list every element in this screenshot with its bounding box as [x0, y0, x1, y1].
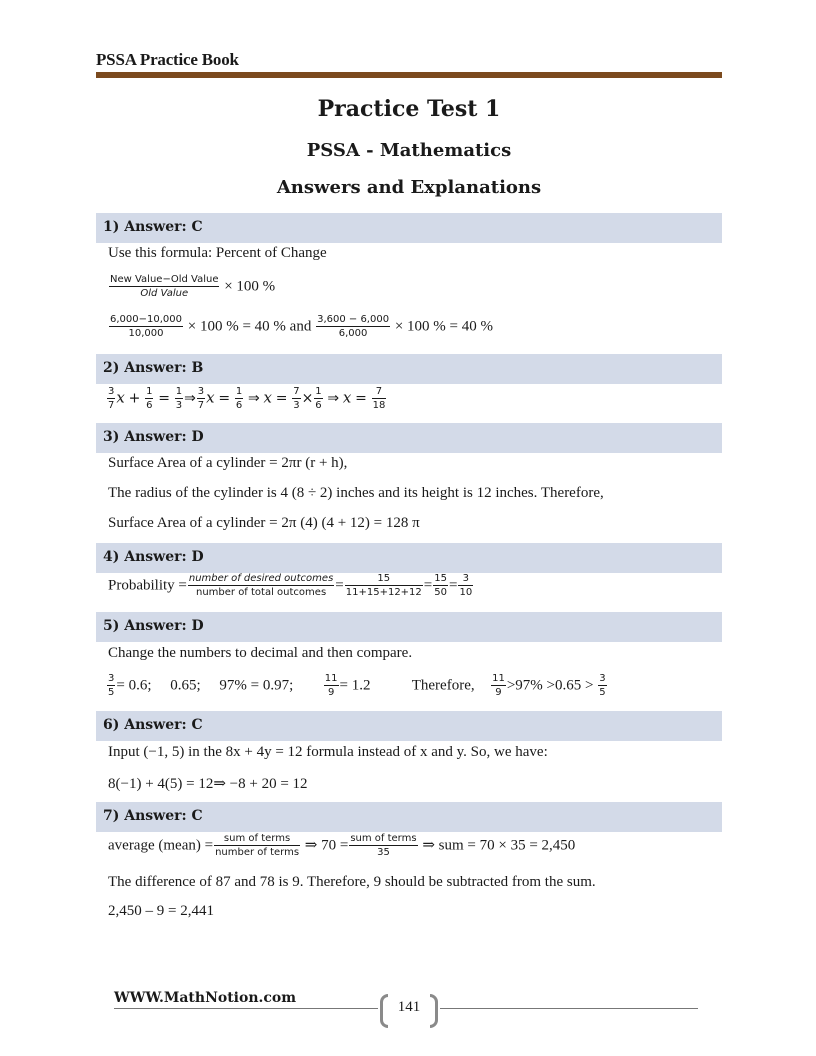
- answer-label-5: 5) Answer: D: [103, 618, 204, 634]
- denominator: 11+15+12+12: [345, 587, 422, 598]
- fraction: [292, 386, 300, 412]
- q1-calculation: [108, 314, 493, 340]
- q6-line-1: Input (−1, 5) in the 8x + 4y = 12 formula instead of x and y. So, we have:: [108, 744, 548, 760]
- q5-line-1: Change the numbers to decimal and then compare.: [108, 645, 413, 661]
- fraction: [197, 386, 205, 412]
- operator: +: [128, 390, 141, 407]
- formula-text: Therefore,: [411, 677, 475, 694]
- denominator: 3: [293, 400, 300, 411]
- answer-band-6: [96, 711, 722, 741]
- operator: =: [158, 390, 170, 407]
- denominator: 9: [327, 687, 335, 698]
- formula-text: × 100 % = 40 %: [394, 318, 493, 335]
- operator: =: [355, 390, 367, 407]
- fraction: [324, 673, 339, 699]
- answer-band-4: [96, 543, 722, 573]
- numerator: 3: [458, 573, 473, 586]
- answer-band-2: [96, 354, 722, 384]
- denominator: 35: [377, 847, 390, 858]
- fraction: [175, 386, 183, 412]
- numerator: 6,000−10,000: [110, 314, 182, 325]
- q6-line-2: 8(−1) + 4(5) = 12⇒ −8 + 20 = 12: [108, 776, 308, 792]
- fraction: [107, 673, 115, 699]
- variable: x: [342, 388, 352, 407]
- denominator: 18: [372, 400, 386, 411]
- denominator: 10,000: [128, 328, 164, 339]
- q7-equation: [108, 833, 575, 859]
- formula-text: ⇒ sum = 70 × 35 = 2,450: [422, 837, 576, 854]
- operator: =: [335, 577, 344, 594]
- fraction: [345, 573, 423, 599]
- formula-text: ⇒ 70 =: [304, 837, 349, 854]
- denominator: number of total outcomes: [195, 587, 327, 598]
- denominator: 6: [146, 400, 153, 411]
- operator: =: [449, 577, 458, 594]
- denominator: 6: [315, 400, 322, 411]
- numerator: 1: [146, 386, 153, 397]
- answer-label-7: 7) Answer: C: [103, 808, 203, 824]
- answer-band-7: [96, 802, 722, 832]
- denominator: 10: [459, 587, 473, 598]
- denominator: 9: [495, 687, 502, 698]
- q7-line-2: The difference of 87 and 78 is 9. Therefore, 9 should be subtracted from the sum.: [108, 874, 596, 890]
- denominator: 50: [434, 587, 447, 598]
- numerator: 11: [492, 673, 505, 684]
- q1-line-1: Use this formula: Percent of Change: [108, 245, 327, 261]
- answer-label-4: 4) Answer: D: [103, 549, 204, 565]
- fraction: [598, 673, 606, 699]
- denominator: 6: [235, 400, 243, 411]
- denominator: 6,000: [338, 328, 368, 339]
- formula-text: average (mean) =: [108, 837, 214, 854]
- numerator: 11: [324, 673, 338, 684]
- numerator: New Value−Old Value: [110, 274, 219, 285]
- fraction: [372, 386, 387, 412]
- operator: ×: [301, 390, 314, 407]
- right-bracket-icon: [430, 994, 438, 1028]
- answer-label-3: 3) Answer: D: [103, 429, 204, 445]
- q5-comparison: [106, 673, 608, 699]
- subject-title: PSSA - Mathematics: [306, 140, 512, 161]
- formula-text: × 100 % = 40 % and: [187, 318, 312, 335]
- fraction: [107, 386, 115, 412]
- formula-text: = 1.2: [339, 677, 371, 694]
- denominator: 5: [108, 687, 115, 698]
- page-number-box: [378, 994, 440, 1024]
- formula-text: Probability =: [108, 577, 187, 594]
- formula-text: = 0.6; 0.65; 97% = 0.97;: [116, 677, 294, 694]
- fraction: [145, 386, 153, 412]
- book-title: PSSA Practice Book: [96, 50, 239, 69]
- q2-equation: [106, 386, 387, 412]
- fraction: [316, 314, 390, 340]
- answer-label-1: 1) Answer: C: [103, 219, 203, 235]
- answer-band-1: [96, 213, 722, 243]
- numerator: 3: [108, 673, 115, 684]
- operator: =: [218, 390, 231, 407]
- operator: =: [423, 577, 433, 594]
- fraction: [349, 833, 417, 859]
- denominator: number of terms: [215, 847, 300, 858]
- denominator: 7: [197, 400, 205, 411]
- page-title: Practice Test 1: [317, 96, 501, 122]
- q7-line-3: 2,450 – 9 = 2,441: [108, 903, 214, 919]
- numerator: 7: [293, 386, 300, 397]
- denominator: 3: [175, 400, 183, 411]
- numerator: 3: [197, 386, 205, 397]
- page-number: 141: [397, 999, 421, 1015]
- answer-label-2: 2) Answer: B: [103, 360, 204, 376]
- fraction: [433, 573, 448, 599]
- operator: ⇒: [248, 390, 260, 407]
- operator: =: [275, 390, 288, 407]
- fraction: [188, 573, 334, 599]
- numerator: 3: [599, 673, 606, 684]
- numerator: 1: [235, 386, 243, 397]
- fraction: [214, 833, 300, 859]
- numerator: 15: [345, 573, 423, 586]
- variable: x: [116, 388, 125, 407]
- q3-line-1: Surface Area of a cylinder = 2πr (r + h),: [108, 455, 348, 471]
- numerator: 15: [434, 573, 447, 584]
- numerator: number of desired outcomes: [188, 573, 334, 584]
- fraction: [491, 673, 506, 699]
- denominator: 5: [599, 687, 606, 698]
- fraction: [109, 274, 219, 300]
- header-rule: [96, 72, 722, 78]
- formula-text: × 100 %: [224, 278, 276, 295]
- denominator: 7: [108, 400, 115, 411]
- variable: x: [263, 388, 272, 407]
- numerator: 7: [372, 386, 387, 399]
- answer-band-3: [96, 423, 722, 453]
- footer-website: WWW.MathNotion.com: [114, 990, 297, 1006]
- numerator: 3: [108, 386, 115, 397]
- numerator: sum of terms: [214, 833, 300, 846]
- denominator: Old Value: [140, 288, 189, 299]
- numerator: 1: [315, 386, 322, 397]
- q1-formula: [108, 274, 275, 300]
- fraction: [109, 314, 183, 340]
- fraction: [235, 386, 243, 412]
- section-title: Answers and Explanations: [276, 177, 542, 198]
- numerator: sum of terms: [350, 833, 417, 844]
- q4-equation: [108, 573, 474, 599]
- numerator: 3,600 − 6,000: [317, 314, 390, 325]
- operator: ⇒: [327, 390, 340, 407]
- q3-line-2: The radius of the cylinder is 4 (8 ÷ 2) inches and its height is 12 inches. Therefore,: [108, 485, 604, 501]
- answer-band-5: [96, 612, 722, 642]
- q3-line-3: Surface Area of a cylinder = 2π (4) (4 + 12) = 128 π: [108, 515, 420, 531]
- fraction: [314, 386, 322, 412]
- fraction: [458, 573, 473, 599]
- formula-text: >97% >0.65 >: [506, 677, 594, 694]
- answer-label-6: 6) Answer: C: [103, 717, 203, 733]
- variable: x: [206, 388, 215, 407]
- operator: ⇒: [184, 390, 196, 407]
- numerator: 1: [175, 386, 183, 397]
